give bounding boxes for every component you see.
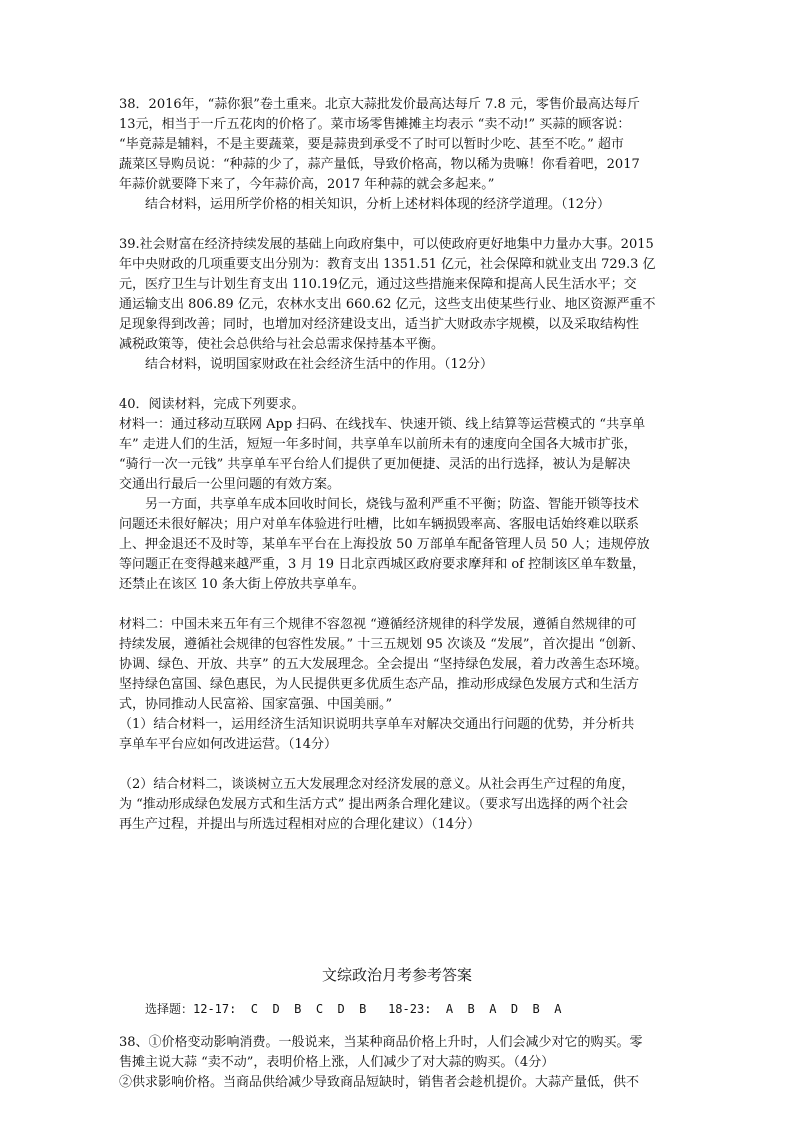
spacer — [119, 215, 675, 235]
q39-line: 减税政策等，使社会总供给与社会总需求保持基本平衡。 — [119, 337, 445, 352]
q40-subquestion-1: 享单车平台应如何改进运营。（14分） — [119, 737, 338, 752]
q40-material1-line: 材料一：通过移动互联网 App 扫码、在线找车、快速开锁、线上结算等运营模式的 “共享单 — [119, 417, 646, 432]
q40-subquestion-2: 为 “推动形成绿色发展方式和生活方式” 提出两条合理化建议。（要求写出选择的两个社会 — [119, 797, 629, 812]
q38-prompt: 结合材料，运用所学价格的相关知识，分析上述材料体现的经济学道理。（12分） — [145, 197, 611, 212]
answer-38-line: 38、①价格变动影响消费。一般说来，当某种商品价格上升时，人们会减少对它的购买。零 — [119, 1035, 643, 1050]
answer-title: 文综政治月考参考答案 — [321, 966, 472, 984]
answer-38-line: 售摊主说大蒜 “卖不动”，表明价格上涨，人们减少了对大蒜的购买。（4分） — [119, 1055, 555, 1070]
q38-line: “毕竟蒜是辅料，不是主要蔬菜，要是蒜贵到承受不了时可以暂时少吃、甚至不吃。” 超市 — [119, 137, 624, 152]
q38-line: 蔬菜区导购员说：“种蒜的少了，蒜产量低，导致价格高，物以稀为贵嘛！你看着吧，2017 — [119, 157, 640, 172]
q40-material1-line: 等问题正在变得越来越严重，3 月 19 日北京西城区政府要求摩拜和 of 控制该区单车数量， — [119, 557, 646, 572]
q40-heading: 40．阅读材料，完成下列要求。 — [119, 397, 305, 412]
answer-section — [119, 963, 675, 1093]
choice-answers: 选择题：12-17: C D B C D B 18-23: A B A D B A — [145, 1002, 562, 1016]
q40-material1-line: 还禁止在该区 10 条大街上停放共享单车。 — [119, 577, 365, 592]
q38-line: 13元，相当于一斤五花肉的价格了。菜市场零售摊摊主均表示 “卖不动!” 买蒜的顾客说： — [119, 117, 631, 132]
q40-subquestion-2: 再生产过程，并提出与所选过程相对应的合理化建议）（14分） — [119, 817, 481, 832]
spacer — [119, 375, 675, 395]
q40-subquestion-2: （2）结合材料二，谈谈树立五大发展理念对经济发展的意义。从社会再生产过程的角度， — [119, 777, 635, 792]
spacer — [119, 755, 675, 775]
q40-material1-line: “骑行一次一元钱” 共享单车平台给人们提供了更加便捷、灵活的出行选择，被认为是解决 — [119, 457, 631, 472]
q40-material1-line: 车” 走进人们的生活，短短一年多时间，共享单车以前所未有的速度向全国各大城市扩张， — [119, 437, 637, 452]
q40-material1-line: 交通出行最后一公里问题的有效方案。 — [119, 477, 341, 492]
spacer — [119, 835, 675, 957]
exam-page — [119, 95, 675, 1093]
q40-material2-line: 协调、绿色、开放、共享” 的五大发展理念。全会提出 “坚持绿色发展，着力改善生态环境。 — [119, 657, 648, 672]
question-38 — [119, 95, 675, 215]
q39-line: 年中央财政的几项重要支出分别为：教育支出 1351.51 亿元，社会保障和就业支出 729.3 亿 — [119, 257, 656, 272]
q40-material1-line: 上、押金退还不及时等，某单车平台在上海投放 50 万部单车配备管理人员 50 人；违规停放 — [119, 537, 650, 552]
question-39 — [119, 235, 675, 375]
q39-line: 元，医疗卫生与计划生育支出 110.19亿元，通过这些措施来保障和提高人民生活水平；交 — [119, 277, 637, 292]
q40-material2-line: 持续发展，遵循社会规律的包容性发展。” 十三五规划 95 次谈及 “发展”，首次提出 “创新、 — [119, 637, 645, 652]
q40-material2-line: 坚持绿色富国、绿色惠民，为人民提供更多优质生态产品，推动形成绿色发展方式和生活方 — [119, 677, 640, 692]
q40-material2-line: 式，协同推动人民富裕、国家富强、中国美丽。” — [119, 697, 393, 712]
answer-38-line: ②供求影响价格。当商品供给减少导致商品短缺时，销售者会趁机提价。大蒜产量低，供不 — [119, 1075, 640, 1090]
q39-prompt: 结合材料，说明国家财政在社会经济生活中的作用。（12分） — [145, 357, 494, 372]
spacer — [119, 1019, 675, 1033]
q39-line: 足现象得到改善；同时，也增加对经济建设支出，适当扩大财政赤字规模，以及采取结构性 — [119, 317, 640, 332]
q40-material2-line: 材料二：中国未来五年有三个规律不容忽视 “遵循经济规律的科学发展，遵循自然规律的可 — [119, 617, 637, 632]
spacer — [119, 595, 675, 615]
q39-line: 通运输支出 806.89 亿元，农林水支出 660.62 亿元，这些支出使某些行业、地区资源严重不 — [119, 297, 656, 312]
q40-material1-line: 问题还未很好解决；用户对单车体验进行吐槽，比如车辆损毁率高、客服电话始终难以联系 — [119, 517, 640, 532]
q38-line: 年蒜价就要降下来了，今年蒜价高，2017 年种蒜的就会多起来。” — [119, 177, 495, 192]
q40-subquestion-1: （1）结合材料一，运用经济生活知识说明共享单车对解决交通出行问题的优势，并分析共 — [119, 717, 635, 732]
question-40 — [119, 395, 675, 835]
q39-line: 39.社会财富在经济持续发展的基础上向政府集中，可以使政府更好地集中力量办大事。2015 — [119, 237, 654, 252]
q38-line: 38．2016年，“蒜你狠”卷土重来。北京大蒜批发价最高达每斤 7.8 元，零售价最高达每斤 — [119, 97, 640, 112]
q40-material1-line: 另一方面，共享单车成本回收时间长，烧钱与盈利严重不平衡；防盗、智能开锁等技术 — [145, 497, 640, 512]
